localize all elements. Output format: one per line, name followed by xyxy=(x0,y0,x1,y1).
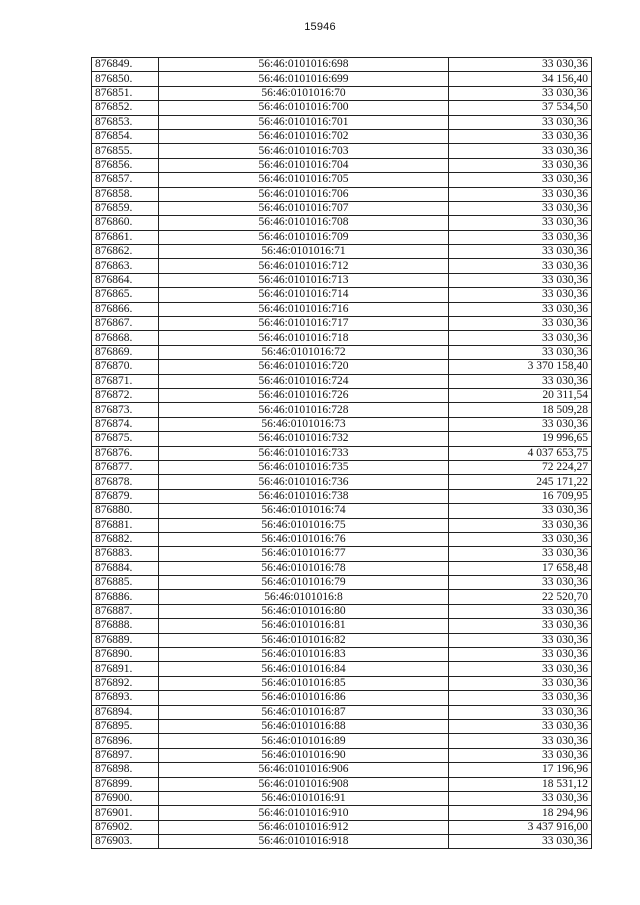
table-row xyxy=(92,58,592,72)
cadastral-value-cell: 19 996,65 xyxy=(449,432,592,446)
table-row xyxy=(92,705,592,719)
cadastral-number-cell: 56:46:0101016:906 xyxy=(159,763,449,777)
cadastral-number-cell: 56:46:0101016:77 xyxy=(159,547,449,561)
cadastral-value-cell: 33 030,36 xyxy=(449,576,592,590)
cadastral-number-cell: 56:46:0101016:86 xyxy=(159,691,449,705)
cadastral-value-cell: 34 156,40 xyxy=(449,72,592,86)
table-row xyxy=(92,604,592,618)
cadastral-value-cell: 4 037 653,75 xyxy=(449,446,592,460)
record-number-cell: 876861. xyxy=(92,230,159,244)
cadastral-value-cell: 17 196,96 xyxy=(449,763,592,777)
table-row xyxy=(92,245,592,259)
cadastral-number-cell: 56:46:0101016:724 xyxy=(159,374,449,388)
cadastral-number-cell: 56:46:0101016:71 xyxy=(159,245,449,259)
cadastral-number-cell: 56:46:0101016:738 xyxy=(159,489,449,503)
table-row xyxy=(92,791,592,805)
cadastral-value-cell: 16 709,95 xyxy=(449,489,592,503)
table-row xyxy=(92,129,592,143)
record-number-cell: 876899. xyxy=(92,777,159,791)
cadastral-number-cell: 56:46:0101016:8 xyxy=(159,590,449,604)
record-number-cell: 876867. xyxy=(92,317,159,331)
table-row xyxy=(92,374,592,388)
record-number-cell: 876876. xyxy=(92,446,159,460)
record-number-cell: 876851. xyxy=(92,86,159,100)
cadastral-number-cell: 56:46:0101016:82 xyxy=(159,633,449,647)
record-number-cell: 876877. xyxy=(92,460,159,474)
record-number-cell: 876889. xyxy=(92,633,159,647)
cadastral-value-cell: 33 030,36 xyxy=(449,216,592,230)
table-row xyxy=(92,561,592,575)
record-number-cell: 876885. xyxy=(92,576,159,590)
table-row xyxy=(92,201,592,215)
cadastral-number-cell: 56:46:0101016:713 xyxy=(159,273,449,287)
cadastral-value-cell: 33 030,36 xyxy=(449,273,592,287)
record-number-cell: 876892. xyxy=(92,676,159,690)
table-row xyxy=(92,662,592,676)
record-number-cell: 876864. xyxy=(92,273,159,287)
cadastral-value-cell: 33 030,36 xyxy=(449,331,592,345)
record-number-cell: 876866. xyxy=(92,302,159,316)
table-row xyxy=(92,101,592,115)
cadastral-number-cell: 56:46:0101016:912 xyxy=(159,820,449,834)
table-body xyxy=(92,58,592,849)
cadastral-value-table xyxy=(91,57,592,849)
cadastral-value-cell: 33 030,36 xyxy=(449,676,592,690)
cadastral-value-cell: 33 030,36 xyxy=(449,719,592,733)
cadastral-number-cell: 56:46:0101016:735 xyxy=(159,460,449,474)
cadastral-value-cell: 33 030,36 xyxy=(449,547,592,561)
record-number-cell: 876863. xyxy=(92,259,159,273)
cadastral-number-cell: 56:46:0101016:73 xyxy=(159,417,449,431)
cadastral-value-cell: 33 030,36 xyxy=(449,504,592,518)
record-number-cell: 876872. xyxy=(92,388,159,402)
cadastral-value-cell: 3 370 158,40 xyxy=(449,360,592,374)
record-number-cell: 876898. xyxy=(92,763,159,777)
record-number-cell: 876902. xyxy=(92,820,159,834)
record-number-cell: 876884. xyxy=(92,561,159,575)
cadastral-number-cell: 56:46:0101016:74 xyxy=(159,504,449,518)
cadastral-number-cell: 56:46:0101016:728 xyxy=(159,403,449,417)
table-row xyxy=(92,547,592,561)
cadastral-number-cell: 56:46:0101016:708 xyxy=(159,216,449,230)
cadastral-value-cell: 33 030,36 xyxy=(449,259,592,273)
record-number-cell: 876854. xyxy=(92,129,159,143)
cadastral-number-cell: 56:46:0101016:918 xyxy=(159,835,449,849)
record-number-cell: 876894. xyxy=(92,705,159,719)
record-number-cell: 876852. xyxy=(92,101,159,115)
cadastral-number-cell: 56:46:0101016:736 xyxy=(159,475,449,489)
cadastral-number-cell: 56:46:0101016:76 xyxy=(159,532,449,546)
cadastral-number-cell: 56:46:0101016:702 xyxy=(159,129,449,143)
record-number-cell: 876855. xyxy=(92,144,159,158)
table-row xyxy=(92,216,592,230)
table-row xyxy=(92,633,592,647)
table-row xyxy=(92,676,592,690)
cadastral-value-cell: 33 030,36 xyxy=(449,230,592,244)
cadastral-value-cell: 33 030,36 xyxy=(449,835,592,849)
cadastral-number-cell: 56:46:0101016:89 xyxy=(159,734,449,748)
table-row xyxy=(92,748,592,762)
table-row xyxy=(92,489,592,503)
cadastral-value-cell: 33 030,36 xyxy=(449,129,592,143)
record-number-cell: 876857. xyxy=(92,173,159,187)
cadastral-number-cell: 56:46:0101016:910 xyxy=(159,806,449,820)
cadastral-number-cell: 56:46:0101016:703 xyxy=(159,144,449,158)
record-number-cell: 876858. xyxy=(92,187,159,201)
table-row xyxy=(92,504,592,518)
cadastral-value-cell: 33 030,36 xyxy=(449,619,592,633)
cadastral-number-cell: 56:46:0101016:90 xyxy=(159,748,449,762)
record-number-cell: 876879. xyxy=(92,489,159,503)
table-row xyxy=(92,273,592,287)
cadastral-number-cell: 56:46:0101016:717 xyxy=(159,317,449,331)
table-row xyxy=(92,648,592,662)
cadastral-number-cell: 56:46:0101016:78 xyxy=(159,561,449,575)
record-number-cell: 876873. xyxy=(92,403,159,417)
cadastral-number-cell: 56:46:0101016:87 xyxy=(159,705,449,719)
table-row xyxy=(92,806,592,820)
record-number-cell: 876901. xyxy=(92,806,159,820)
cadastral-number-cell: 56:46:0101016:700 xyxy=(159,101,449,115)
cadastral-number-cell: 56:46:0101016:732 xyxy=(159,432,449,446)
cadastral-value-cell: 33 030,36 xyxy=(449,748,592,762)
record-number-cell: 876865. xyxy=(92,288,159,302)
cadastral-value-cell: 37 534,50 xyxy=(449,101,592,115)
cadastral-value-cell: 33 030,36 xyxy=(449,288,592,302)
cadastral-value-cell: 20 311,54 xyxy=(449,388,592,402)
cadastral-number-cell: 56:46:0101016:707 xyxy=(159,201,449,215)
cadastral-number-cell: 56:46:0101016:709 xyxy=(159,230,449,244)
table-row xyxy=(92,115,592,129)
table-row xyxy=(92,331,592,345)
record-number-cell: 876880. xyxy=(92,504,159,518)
cadastral-number-cell: 56:46:0101016:704 xyxy=(159,158,449,172)
cadastral-number-cell: 56:46:0101016:83 xyxy=(159,648,449,662)
table-row xyxy=(92,259,592,273)
record-number-cell: 876875. xyxy=(92,432,159,446)
table-row xyxy=(92,475,592,489)
record-number-cell: 876870. xyxy=(92,360,159,374)
table-row xyxy=(92,302,592,316)
cadastral-number-cell: 56:46:0101016:85 xyxy=(159,676,449,690)
cadastral-value-cell: 33 030,36 xyxy=(449,662,592,676)
cadastral-value-cell: 33 030,36 xyxy=(449,345,592,359)
record-number-cell: 876871. xyxy=(92,374,159,388)
table-row xyxy=(92,532,592,546)
cadastral-value-cell: 33 030,36 xyxy=(449,705,592,719)
cadastral-value-cell: 33 030,36 xyxy=(449,633,592,647)
cadastral-value-cell: 33 030,36 xyxy=(449,532,592,546)
record-number-cell: 876896. xyxy=(92,734,159,748)
cadastral-value-cell: 33 030,36 xyxy=(449,86,592,100)
table-row xyxy=(92,590,592,604)
record-number-cell: 876886. xyxy=(92,590,159,604)
table-row xyxy=(92,230,592,244)
cadastral-number-cell: 56:46:0101016:79 xyxy=(159,576,449,590)
cadastral-value-cell: 18 509,28 xyxy=(449,403,592,417)
table-row xyxy=(92,360,592,374)
cadastral-number-cell: 56:46:0101016:698 xyxy=(159,58,449,72)
table-row xyxy=(92,820,592,834)
record-number-cell: 876869. xyxy=(92,345,159,359)
cadastral-value-cell: 33 030,36 xyxy=(449,734,592,748)
cadastral-number-cell: 56:46:0101016:720 xyxy=(159,360,449,374)
table-row xyxy=(92,187,592,201)
table-row xyxy=(92,835,592,849)
cadastral-number-cell: 56:46:0101016:706 xyxy=(159,187,449,201)
record-number-cell: 876882. xyxy=(92,532,159,546)
table-row xyxy=(92,173,592,187)
cadastral-number-cell: 56:46:0101016:91 xyxy=(159,791,449,805)
cadastral-number-cell: 56:46:0101016:72 xyxy=(159,345,449,359)
table-row xyxy=(92,619,592,633)
record-number-cell: 876874. xyxy=(92,417,159,431)
cadastral-value-cell: 33 030,36 xyxy=(449,317,592,331)
record-number-cell: 876903. xyxy=(92,835,159,849)
cadastral-value-cell: 33 030,36 xyxy=(449,691,592,705)
cadastral-value-cell: 33 030,36 xyxy=(449,144,592,158)
cadastral-value-cell: 33 030,36 xyxy=(449,604,592,618)
page-number: 15946 xyxy=(304,21,336,33)
cadastral-value-cell: 18 531,12 xyxy=(449,777,592,791)
cadastral-number-cell: 56:46:0101016:712 xyxy=(159,259,449,273)
cadastral-value-cell: 33 030,36 xyxy=(449,417,592,431)
cadastral-number-cell: 56:46:0101016:716 xyxy=(159,302,449,316)
table-row xyxy=(92,317,592,331)
table-row xyxy=(92,576,592,590)
record-number-cell: 876900. xyxy=(92,791,159,805)
cadastral-number-cell: 56:46:0101016:75 xyxy=(159,518,449,532)
record-number-cell: 876895. xyxy=(92,719,159,733)
table-row xyxy=(92,417,592,431)
record-number-cell: 876850. xyxy=(92,72,159,86)
cadastral-number-cell: 56:46:0101016:81 xyxy=(159,619,449,633)
record-number-cell: 876888. xyxy=(92,619,159,633)
table-row xyxy=(92,86,592,100)
record-number-cell: 876853. xyxy=(92,115,159,129)
cadastral-number-cell: 56:46:0101016:714 xyxy=(159,288,449,302)
table-row xyxy=(92,72,592,86)
record-number-cell: 876893. xyxy=(92,691,159,705)
cadastral-value-cell: 33 030,36 xyxy=(449,115,592,129)
table-row xyxy=(92,518,592,532)
cadastral-value-cell: 33 030,36 xyxy=(449,791,592,805)
record-number-cell: 876897. xyxy=(92,748,159,762)
record-number-cell: 876883. xyxy=(92,547,159,561)
cadastral-number-cell: 56:46:0101016:726 xyxy=(159,388,449,402)
record-number-cell: 876890. xyxy=(92,648,159,662)
cadastral-number-cell: 56:46:0101016:733 xyxy=(159,446,449,460)
cadastral-number-cell: 56:46:0101016:718 xyxy=(159,331,449,345)
cadastral-number-cell: 56:46:0101016:70 xyxy=(159,86,449,100)
table-row xyxy=(92,345,592,359)
record-number-cell: 876860. xyxy=(92,216,159,230)
record-number-cell: 876881. xyxy=(92,518,159,532)
table-row xyxy=(92,403,592,417)
cadastral-value-cell: 33 030,36 xyxy=(449,245,592,259)
table-row xyxy=(92,288,592,302)
record-number-cell: 876859. xyxy=(92,201,159,215)
cadastral-number-cell: 56:46:0101016:88 xyxy=(159,719,449,733)
table-row xyxy=(92,691,592,705)
cadastral-value-cell: 33 030,36 xyxy=(449,158,592,172)
record-number-cell: 876891. xyxy=(92,662,159,676)
table-row xyxy=(92,734,592,748)
table-row xyxy=(92,432,592,446)
cadastral-value-cell: 33 030,36 xyxy=(449,374,592,388)
cadastral-number-cell: 56:46:0101016:701 xyxy=(159,115,449,129)
record-number-cell: 876862. xyxy=(92,245,159,259)
cadastral-value-cell: 33 030,36 xyxy=(449,302,592,316)
table-row xyxy=(92,446,592,460)
cadastral-number-cell: 56:46:0101016:699 xyxy=(159,72,449,86)
table-row xyxy=(92,763,592,777)
record-number-cell: 876856. xyxy=(92,158,159,172)
cadastral-value-cell: 33 030,36 xyxy=(449,58,592,72)
cadastral-value-cell: 33 030,36 xyxy=(449,648,592,662)
table-row xyxy=(92,777,592,791)
table-row xyxy=(92,158,592,172)
cadastral-number-cell: 56:46:0101016:705 xyxy=(159,173,449,187)
cadastral-value-cell: 33 030,36 xyxy=(449,173,592,187)
cadastral-number-cell: 56:46:0101016:80 xyxy=(159,604,449,618)
record-number-cell: 876849. xyxy=(92,58,159,72)
cadastral-value-cell: 3 437 916,00 xyxy=(449,820,592,834)
cadastral-value-cell: 17 658,48 xyxy=(449,561,592,575)
table-row xyxy=(92,719,592,733)
record-number-cell: 876878. xyxy=(92,475,159,489)
cadastral-value-cell: 33 030,36 xyxy=(449,187,592,201)
table-row xyxy=(92,460,592,474)
cadastral-value-cell: 18 294,96 xyxy=(449,806,592,820)
cadastral-number-cell: 56:46:0101016:908 xyxy=(159,777,449,791)
cadastral-value-cell: 72 224,27 xyxy=(449,460,592,474)
table-row xyxy=(92,144,592,158)
record-number-cell: 876887. xyxy=(92,604,159,618)
cadastral-value-cell: 33 030,36 xyxy=(449,201,592,215)
record-number-cell: 876868. xyxy=(92,331,159,345)
cadastral-number-cell: 56:46:0101016:84 xyxy=(159,662,449,676)
cadastral-value-cell: 22 520,70 xyxy=(449,590,592,604)
cadastral-value-cell: 245 171,22 xyxy=(449,475,592,489)
cadastral-value-cell: 33 030,36 xyxy=(449,518,592,532)
table-row xyxy=(92,388,592,402)
